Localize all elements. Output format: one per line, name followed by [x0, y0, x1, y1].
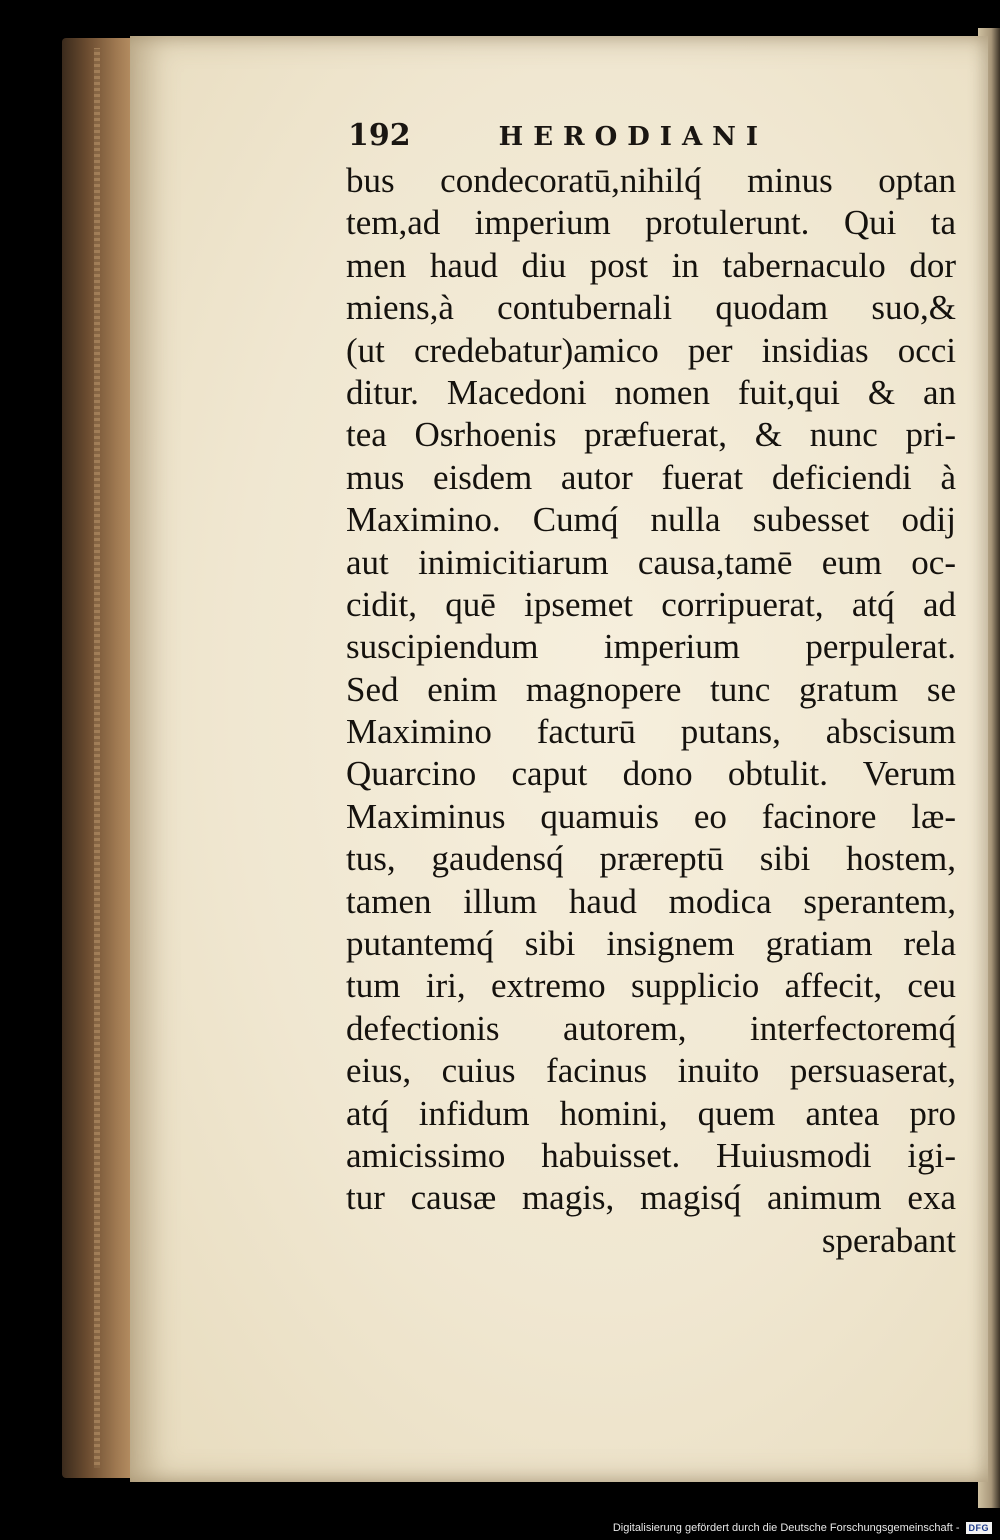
text-line: tea Osrhoenis præfuerat, & nunc pri- [346, 415, 956, 455]
text-line: (ut credebatur)amico per insidias occi [346, 330, 956, 370]
text-line: amicissimo habuisset. Huiusmodi igi- [346, 1135, 956, 1175]
text-line: men haud diu post in tabernaculo dor [346, 245, 956, 285]
text-line: tus, gaudensq́ præreptū sibi hostem, [346, 839, 956, 879]
footer-credit: Digitalisierung gefördert durch die Deutsche Forschungsgemeinschaft - [612, 1522, 960, 1534]
text-line: suscipiendum imperium perpulerat. [346, 627, 956, 667]
text-line: putantemq́ sibi insignem gratiam rela [346, 924, 956, 964]
catchword: sperabant [821, 1220, 956, 1260]
text-line: Maximino facturū putans, abscisum [346, 712, 956, 752]
running-title: HERODIANI [498, 122, 769, 152]
text-line: tamen illum haud modica sperantem, [346, 881, 956, 921]
text-line: tem,ad imperium protulerunt. Qui ta [346, 203, 956, 243]
text-line: defectionis autorem, interfectoremq́ [346, 1008, 956, 1048]
text-line: tum iri, extremo supplicio affecit, ceu [346, 966, 956, 1006]
text-line: miens,à contubernali quodam suo,& [346, 288, 956, 328]
text-line: Maximinus quamuis eo facinore læ- [346, 796, 956, 836]
text-line: Quarcino caput dono obtulit. Verum [346, 754, 956, 794]
text-line: bus condecoratū,nihilq́ minus optan [346, 161, 956, 200]
text-line: atq́ infidum homini, quem antea pro [346, 1093, 956, 1133]
text-line: tur causæ magis, magisq́ animum exa [346, 1178, 956, 1218]
body-text [346, 160, 956, 1262]
running-head [348, 118, 818, 158]
text-line: aut inimicitiarum causa,tamē eum oc- [346, 542, 956, 582]
text-line: ditur. Macedoni nomen fuit,qui & an [346, 372, 956, 412]
dfg-logo: DFG [966, 1522, 993, 1534]
text-line: eius, cuius facinus inuito persuaserat, [346, 1051, 956, 1091]
digitization-footer [0, 1516, 1000, 1540]
text-line: mus eisdem autor fuerat deficiendi à [346, 457, 956, 497]
text-line: cidit, quē ipsemet corripuerat, atq́ ad [346, 584, 956, 624]
text-line: Sed enim magnopere tunc gratum se [346, 669, 956, 709]
text-line: Maximino. Cumq́ nulla subesset odij [346, 500, 956, 540]
page-number: 192 [348, 118, 411, 153]
